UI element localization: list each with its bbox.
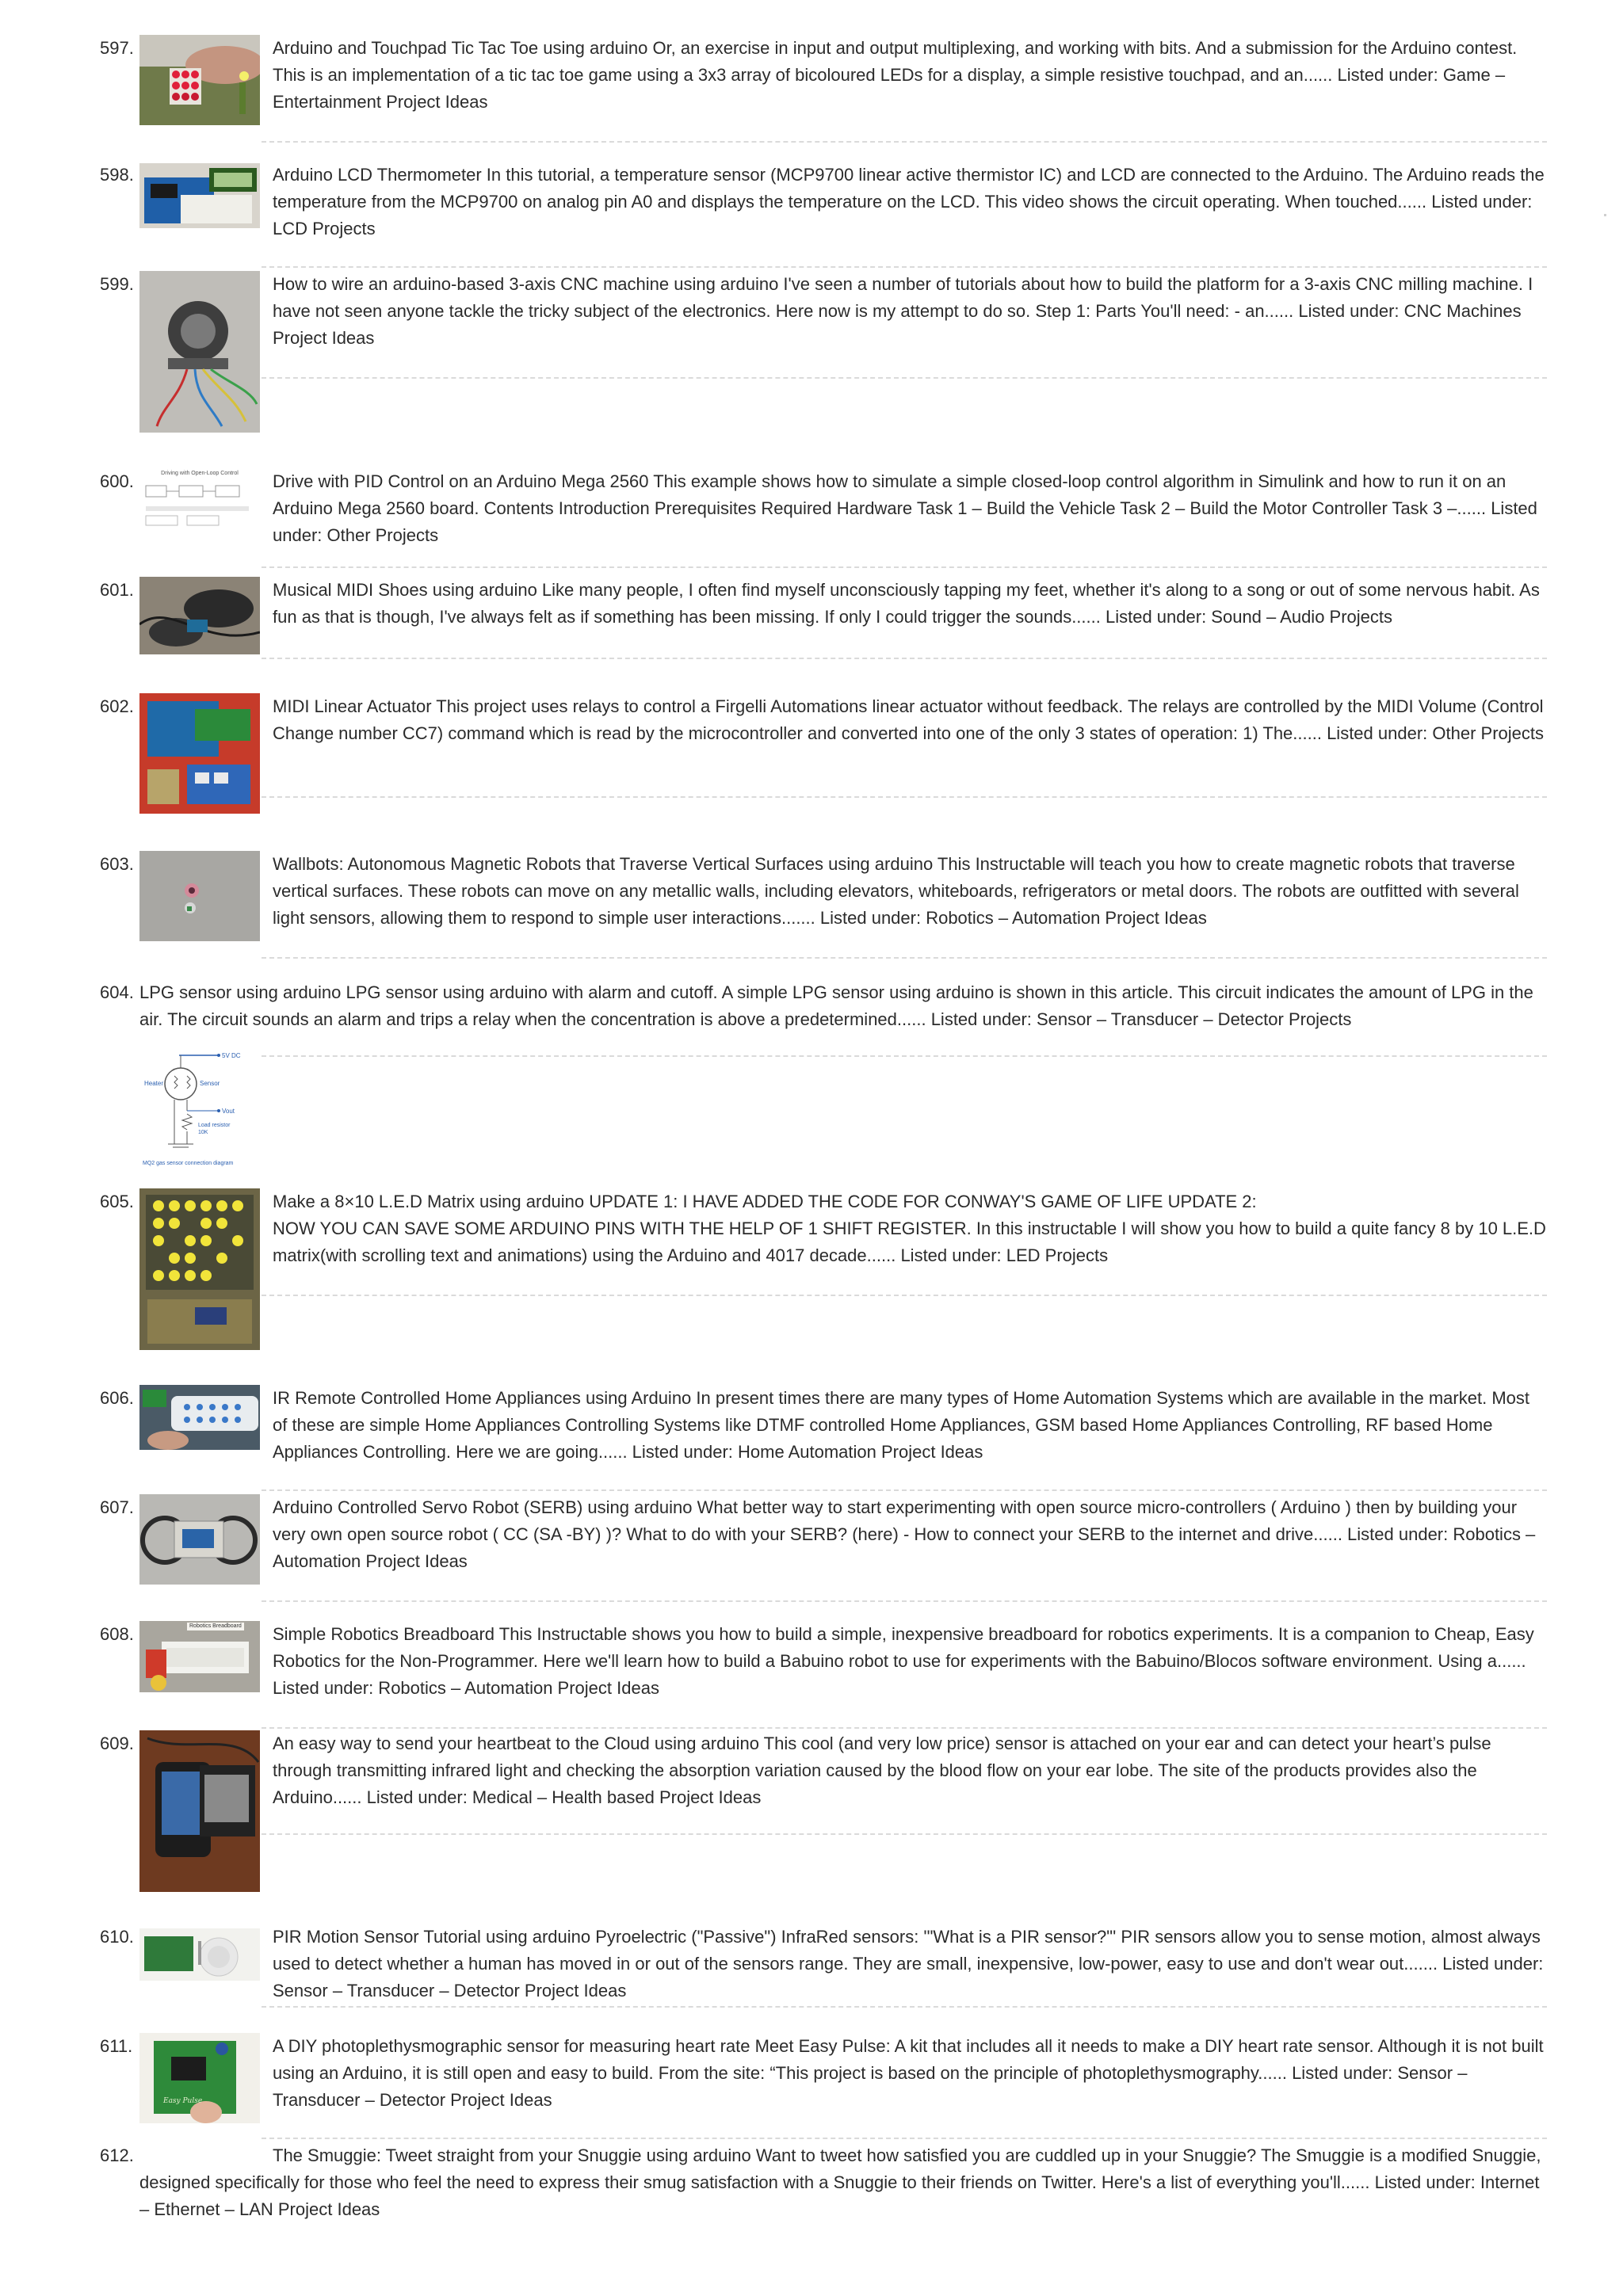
item-description: Drive with PID Control on an Arduino Mega 2560 This example shows how to simulate a simple closed-loop control algorithm in Simulink and how to run it on an Arduino Mega 2560 board. Contents Introduction Prerequisites Required Hardware Task 1 – Build the Vehicle Task 2 – Build the Motor Controller Task 3 –...... Listed under: Other Projects: [273, 471, 1537, 545]
thumbnail-midi-shoes[interactable]: [139, 577, 260, 654]
item-separator: [262, 1600, 1547, 1602]
item-number: 606.: [100, 1388, 134, 1408]
thumbnail-tic-tac-toe[interactable]: [139, 35, 260, 125]
thumbnail-ir-remote[interactable]: [139, 1385, 260, 1450]
item-description: Musical MIDI Shoes using arduino Like many people, I often find myself unconsciously tapping my feet, whether it's along to a song or out of some nervous habit. As fun as that is though, I've always felt as if something has been missing. If only I could trigger the sounds...... Listed under: Sound – Audio Projects: [273, 580, 1540, 627]
item-number: 611.: [100, 2036, 133, 2056]
item-description: A DIY photoplethysmographic sensor for measuring heart rate Meet Easy Pulse: A kit that includes all it needs to make a DIY heart rate sensor. Although it is not built using an Arduino, it is still open and easy to build. From the site: “This project is based on the principle of photoplethysmography...... Listed under: Sensor – Transducer – Detector Project Ideas: [273, 2036, 1544, 2110]
item-separator: [262, 658, 1547, 659]
item-number: 604.: [100, 982, 134, 1002]
item-description: Arduino Controlled Servo Robot (SERB) using arduino What better way to start experimenting with open source micro-controllers ( Arduino ) then by building your very own open source robot ( CC (SA -BY) )? What to do with your SERB? (here) - How to connect your SERB to the internet and drive...... Listed under: Robotics – Automation Project Ideas: [273, 1497, 1536, 1571]
label-load-resistor: Load resistor: [198, 1123, 231, 1128]
mq2-circuit-diagram: [139, 1049, 260, 1169]
thumbnail-pir-sensor[interactable]: [139, 1928, 260, 1981]
item-separator: [262, 1489, 1547, 1491]
label-5v: 5V DC: [222, 1052, 241, 1059]
item-separator: [262, 796, 1547, 798]
item-separator: [262, 266, 1547, 268]
item-separator: [262, 1295, 1547, 1296]
item-description: How to wire an arduino-based 3-axis CNC machine using arduino I've seen a number of tutorials about how to build the platform for a 3-axis CNC milling machine. I have not seen anyone tackle the tricky subject of the electronics. Here now is my attempt to do so. Step 1: Parts You'll need: - an...... Listed under: CNC Machines Project Ideas: [273, 274, 1533, 348]
label-heater: Heater: [144, 1080, 164, 1087]
item-number: 612.: [100, 2145, 134, 2165]
item-separator: [262, 1727, 1547, 1729]
item-description: MIDI Linear Actuator This project uses relays to control a Firgelli Automations linear actuator without feedback. The relays are controlled by the MIDI Volume (Control Change number CC7) command which is read by the microcontroller and converted into one of the only 3 states of operation: 1) The...... Listed under: Other Projects: [273, 696, 1544, 743]
item-number: 602.: [100, 696, 134, 716]
item-separator: [262, 566, 1547, 568]
item-description: LPG sensor using arduino LPG sensor using arduino with alarm and cutoff. A simple LPG sensor using arduino is shown in this article. This circuit indicates the amount of LPG in the air. The circuit sounds an alarm and trips a relay when the concentration is above a predetermined...... Listed under: Sensor – Transducer – Detector Projects: [139, 982, 1533, 1029]
thumbnail-caption: Driving with Open-Loop Control: [161, 471, 239, 476]
thumbnail-mq2-diagram[interactable]: [139, 1049, 260, 1169]
item-separator: [262, 377, 1547, 379]
label-10k: 10K: [198, 1130, 208, 1135]
thumbnail-led-matrix[interactable]: [139, 1188, 260, 1350]
thumbnail-caption: Easy Pulse: [163, 2097, 203, 2105]
item-number: 599.: [100, 274, 134, 294]
thumbnail-caption: Robotics Breadboard: [187, 1623, 244, 1630]
item-separator: [262, 2006, 1547, 2008]
thumbnail-cnc-motor[interactable]: [139, 271, 260, 433]
thumbnail-wallbots[interactable]: [139, 851, 260, 941]
item-separator: [262, 957, 1547, 959]
label-sensor: Sensor: [200, 1080, 220, 1087]
label-diagram-caption: MQ2 gas sensor connection diagram: [143, 1161, 234, 1166]
item-description: The Smuggie: Tweet straight from your Snuggie using arduino Want to tweet how satisfied you are cuddled up in your Snuggie? The Smuggie is a modified Snuggie, designed specifically for those who feel the need to express their smug satisfaction with a Snuggie to their friends on Twitter. Here's a list of everything you'll...... Listed under: Internet – Ethernet – LAN Project Ideas: [139, 2145, 1541, 2219]
item-separator: [262, 141, 1547, 143]
item-description: Arduino LCD Thermometer In this tutorial, a temperature sensor (MCP9700 linear active thermistor IC) and LCD are connected to the Arduino. The Arduino reads the temperature from the MCP9700 on analog pin A0 and displays the temperature on the LCD. This video shows the circuit operating. When touched...... Listed under: LCD Projects: [273, 165, 1545, 238]
thumbnail-servo-robot[interactable]: [139, 1494, 260, 1585]
thumbnail-robotics-breadboard[interactable]: [139, 1621, 260, 1692]
item-description: Simple Robotics Breadboard This Instructable shows you how to build a simple, inexpensive breadboard for robotics experiments. It is a companion to Cheap, Easy Robotics for the Non-Programmer. Here we'll learn how to build a Babuino robot to use for experiments with the Babuino/Blocos software environment. Using a...... Listed under: Robotics – Automation Project Ideas: [273, 1624, 1534, 1698]
item-separator: [262, 1055, 1547, 1057]
item-number: 601.: [100, 580, 134, 600]
thumbnail-simulink-diagram[interactable]: [139, 468, 260, 535]
item-description: IR Remote Controlled Home Appliances using Arduino In present times there are many types of Home Automation Systems which are available in the market. Most of these are simple Home Appliances Controlling Systems like DTMF controlled Home Appliances, GSM based Home Appliances Controlling, RF based Home Appliances Controlling. Here we are going...... Listed under: Home Automation Project Ideas: [273, 1388, 1529, 1462]
item-description: PIR Motion Sensor Tutorial using arduino Pyroelectric ("Passive") InfraRed sensors: '"What is a PIR sensor?"' PIR sensors allow you to sense motion, almost always used to detect whether a human has moved in or out of the sensors range. They are small, inexpensive, low-power, easy to use and don't wear out....... Listed under: Sensor – Transducer – Detector Project Ideas: [273, 1927, 1544, 2000]
decorative-dot: [1604, 214, 1606, 216]
item-number: 609.: [100, 1733, 134, 1753]
item-description: Arduino and Touchpad Tic Tac Toe using arduino Or, an exercise in input and output multiplexing, and working with bits. And a submission for the Arduino contest. This is an implementation of a tic tac toe game using a 3x3 array of bicoloured LEDs for a display, a simple resistive touchpad, and an...... Listed under: Game – Entertainment Project Ideas: [273, 38, 1518, 112]
item-separator: [262, 2138, 1547, 2139]
item-number: 603.: [100, 854, 134, 874]
thumbnail-heartbeat-sensor[interactable]: [139, 1730, 260, 1892]
item-description: Wallbots: Autonomous Magnetic Robots that Traverse Vertical Surfaces using arduino This Instructable will teach you how to create magnetic robots that traverse vertical surfaces. These robots can move on any metallic walls, including elevators, whiteboards, refrigerators or metal doors. The robots are outfitted with several light sensors, allowing them to respond to simple user interactions....... Listed under: Robotics – Automation Project Ideas: [273, 854, 1519, 928]
item-number: 610.: [100, 1927, 134, 1947]
item-description-line2: NOW YOU CAN SAVE SOME ARDUINO PINS WITH THE HELP OF 1 SHIFT REGISTER. In this instructable I will show you how to build a quite fancy 8 by 10 L.E.D matrix(with scrolling text and animations) using the Arduino and 4017 decade...... Listed under: LED Projects: [273, 1219, 1546, 1265]
label-vout: Vout: [222, 1108, 235, 1115]
item-separator: [262, 1833, 1547, 1835]
item-number: 600.: [100, 471, 134, 491]
item-number: 607.: [100, 1497, 134, 1517]
item-number: 598.: [100, 165, 134, 185]
item-number: 605.: [100, 1192, 134, 1211]
thumbnail-easy-pulse[interactable]: [139, 2033, 260, 2123]
item-description: An easy way to send your heartbeat to the Cloud using arduino This cool (and very low price) sensor is attached on your ear and can detect your heart’s pulse through transmitting infrared light and checking the absorption variation caused by the blood flow on your ear lobe. The site of the products provides also the Arduino...... Listed under: Medical – Health based Project Ideas: [273, 1733, 1491, 1807]
item-description-line1: Make a 8×10 L.E.D Matrix using arduino UPDATE 1: I HAVE ADDED THE CODE FOR CONWAY'S GAME OF LIFE UPDATE 2:: [273, 1192, 1257, 1211]
item-description: [273, 1188, 1547, 1269]
thumbnail-linear-actuator[interactable]: [139, 693, 260, 814]
thumbnail-lcd-thermometer[interactable]: [139, 163, 260, 228]
item-number: 608.: [100, 1624, 134, 1644]
item-number: 597.: [100, 38, 134, 58]
